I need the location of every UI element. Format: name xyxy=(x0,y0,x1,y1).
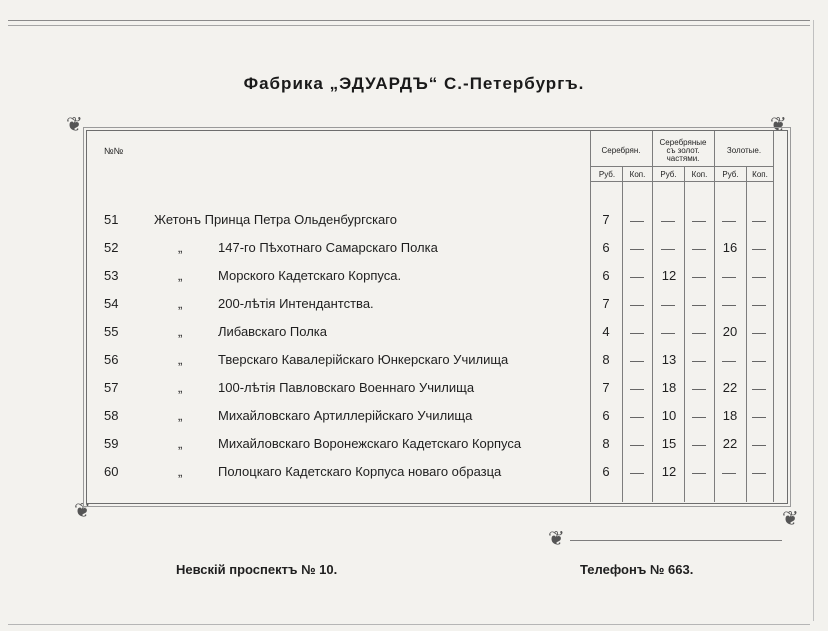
row-number: 52 xyxy=(104,240,119,255)
empty-cell-dash xyxy=(630,333,644,334)
empty-cell-dash xyxy=(752,277,766,278)
silver-rub: 6 xyxy=(602,408,610,423)
empty-cell-dash xyxy=(752,473,766,474)
empty-cell-dash xyxy=(752,221,766,222)
table-row xyxy=(0,296,828,324)
header-silver-kop: Коп. xyxy=(629,170,646,179)
silver-rub: 4 xyxy=(602,324,610,339)
row-number: 59 xyxy=(104,436,119,451)
ditto-mark: „ xyxy=(178,408,183,423)
empty-cell-dash xyxy=(661,333,675,334)
gold-rub: 22 xyxy=(722,380,738,395)
empty-cell-dash xyxy=(752,417,766,418)
table-row xyxy=(0,212,828,240)
empty-cell-dash xyxy=(630,249,644,250)
empty-cell-dash xyxy=(692,445,706,446)
gold-rub: 22 xyxy=(722,436,738,451)
empty-cell-dash xyxy=(752,333,766,334)
empty-cell-dash xyxy=(630,417,644,418)
empty-cell-dash xyxy=(630,473,644,474)
table-row xyxy=(0,436,828,464)
row-number: 51 xyxy=(104,212,119,227)
header-silver-rub: Руб. xyxy=(598,170,616,179)
silver-rub: 7 xyxy=(602,296,610,311)
row-name: Либавскаго Полка xyxy=(218,324,328,339)
bottom-border xyxy=(8,624,810,625)
empty-cell-dash xyxy=(692,277,706,278)
row-name: Жетонъ Принца Петра Ольденбургскаго xyxy=(154,212,397,227)
row-number: 58 xyxy=(104,408,119,423)
row-number: 55 xyxy=(104,324,119,339)
footer-phone: Телефонъ № 663. xyxy=(580,562,694,577)
ornament-bottom-right-icon: ❦ xyxy=(782,506,799,530)
silver-rub: 6 xyxy=(602,268,610,283)
empty-cell-dash xyxy=(752,305,766,306)
row-name: Михайловскаго Артиллерiйскаго Училища xyxy=(218,408,473,423)
ornament-top-right-icon: ❦ xyxy=(770,112,787,136)
silver-rub: 6 xyxy=(602,464,610,479)
header-gold-kop: Коп. xyxy=(752,170,768,179)
header-silver-gilt: Серебряные съ золот. частями. xyxy=(659,138,707,163)
silver-rub: 7 xyxy=(602,212,610,227)
gold-rub: 20 xyxy=(722,324,738,339)
empty-cell-dash xyxy=(661,221,675,222)
empty-cell-dash xyxy=(630,305,644,306)
row-number: 54 xyxy=(104,296,119,311)
ditto-mark: „ xyxy=(178,296,183,311)
ornament-rule xyxy=(570,540,782,541)
header-gold-rub: Руб. xyxy=(722,170,739,179)
row-name: 100-лѣтiя Павловскаго Военнаго Училища xyxy=(218,380,475,395)
silver-rub: 7 xyxy=(602,380,610,395)
empty-cell-dash xyxy=(661,305,675,306)
footer-address: Невскiй проспектъ № 10. xyxy=(176,562,338,577)
header-silver: Серебрян. xyxy=(601,146,641,155)
empty-cell-dash xyxy=(752,249,766,250)
row-number: 56 xyxy=(104,352,119,367)
row-name: Полоцкаго Кадетскаго Корпуса новаго образца xyxy=(218,464,502,479)
row-name: 147-го Пѣхотнаго Самарскаго Полка xyxy=(218,240,438,255)
row-name: Тверскаго Кавалерiйскаго Юнкерскаго Училища xyxy=(218,352,509,367)
empty-cell-dash xyxy=(752,361,766,362)
row-name: 200-лѣтiя Интендантства. xyxy=(218,296,374,311)
ditto-mark: „ xyxy=(178,324,183,339)
ditto-mark: „ xyxy=(178,380,183,395)
gilt-rub: 15 xyxy=(661,436,677,451)
row-number: 60 xyxy=(104,464,119,479)
row-name: Михайловскаго Воронежскаго Кадетскаго Корпуса xyxy=(218,436,522,451)
empty-cell-dash xyxy=(722,221,736,222)
table-row xyxy=(0,380,828,408)
gilt-rub: 18 xyxy=(661,380,677,395)
top-border xyxy=(8,20,810,21)
top-border-inner xyxy=(8,25,810,26)
row-number: 53 xyxy=(104,268,119,283)
empty-cell-dash xyxy=(661,249,675,250)
ornament-bottom-mid-icon: ❦ xyxy=(548,526,565,550)
header-gilt-kop: Коп. xyxy=(691,170,708,179)
ditto-mark: „ xyxy=(178,464,183,479)
ditto-mark: „ xyxy=(178,268,183,283)
empty-cell-dash xyxy=(630,361,644,362)
empty-cell-dash xyxy=(752,389,766,390)
empty-cell-dash xyxy=(692,417,706,418)
ditto-mark: „ xyxy=(178,436,183,451)
empty-cell-dash xyxy=(722,473,736,474)
gilt-rub: 13 xyxy=(661,352,677,367)
table-row xyxy=(0,324,828,352)
empty-cell-dash xyxy=(722,305,736,306)
empty-cell-dash xyxy=(722,277,736,278)
table-row xyxy=(0,408,828,436)
gold-rub: 18 xyxy=(722,408,738,423)
empty-cell-dash xyxy=(630,445,644,446)
empty-cell-dash xyxy=(692,221,706,222)
gilt-rub: 10 xyxy=(661,408,677,423)
table-row xyxy=(0,240,828,268)
header-number: №№ xyxy=(104,146,124,156)
page-title: Фабрика „ЭДУАРДЪ“ С.-Петербургъ. xyxy=(243,74,585,93)
empty-cell-dash xyxy=(752,445,766,446)
empty-cell-dash xyxy=(630,389,644,390)
row-name: Морского Кадетскаго Корпуса. xyxy=(218,268,402,283)
empty-cell-dash xyxy=(692,473,706,474)
empty-cell-dash xyxy=(692,249,706,250)
ornament-top-left-icon: ❦ xyxy=(66,112,83,136)
empty-cell-dash xyxy=(722,361,736,362)
silver-rub: 6 xyxy=(602,240,610,255)
empty-cell-dash xyxy=(692,361,706,362)
gilt-rub: 12 xyxy=(661,268,677,283)
table-row xyxy=(0,464,828,492)
ditto-mark: „ xyxy=(178,240,183,255)
ditto-mark: „ xyxy=(178,352,183,367)
header-gilt-rub: Руб. xyxy=(660,170,677,179)
gilt-rub: 12 xyxy=(661,464,677,479)
ornament-bottom-left-icon: ❦ xyxy=(74,498,91,522)
empty-cell-dash xyxy=(692,305,706,306)
table-row xyxy=(0,352,828,380)
silver-rub: 8 xyxy=(602,352,610,367)
header-rule xyxy=(590,181,773,182)
empty-cell-dash xyxy=(692,333,706,334)
empty-cell-dash xyxy=(630,277,644,278)
empty-cell-dash xyxy=(692,389,706,390)
silver-rub: 8 xyxy=(602,436,610,451)
table-row xyxy=(0,268,828,296)
header-rule xyxy=(590,166,773,167)
header-gold: Золотые. xyxy=(726,146,762,155)
empty-cell-dash xyxy=(630,221,644,222)
row-number: 57 xyxy=(104,380,119,395)
gold-rub: 16 xyxy=(722,240,738,255)
